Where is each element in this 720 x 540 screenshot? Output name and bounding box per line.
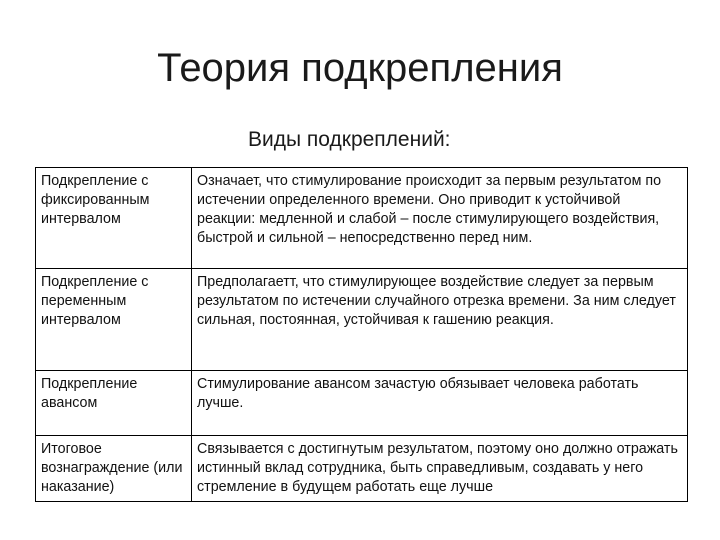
term-cell: Подкрепление с переменным интервалом (36, 269, 192, 371)
slide-title: Теория подкрепления (157, 46, 563, 90)
slide-subtitle: Виды подкреплений: (248, 128, 451, 151)
description-cell: Стимулирование авансом зачастую обязывает человека работать лучше. (192, 371, 688, 436)
description-cell: Связывается с достигнутым результатом, поэтому оно должно отражать истинный вклад сотрудника, быть справедливым, создавать у него стремление в будущем работать еще лучше (192, 436, 688, 502)
table-row (36, 168, 688, 269)
description-cell: Означает, что стимулирование происходит за первым результатом по истечении определенного времени. Оно приводит к устойчивой реакции: медленной и слабой – после стимулирующего воздействия, быстрой и сильной – непосредственно перед ним. (192, 168, 688, 269)
term-cell: Подкрепление авансом (36, 371, 192, 436)
table-row (36, 371, 688, 436)
table-row (36, 269, 688, 371)
term-cell: Подкрепление с фиксированным интервалом (36, 168, 192, 269)
term-cell: Итоговое вознаграждение (или наказание) (36, 436, 192, 502)
table-row (36, 436, 688, 502)
reinforcement-types-table (35, 167, 688, 502)
description-cell: Предполагаетт, что стимулирующее воздействие следует за первым результатом по истечении случайного отрезка времени. За ним следует сильная, постоянная, устойчивая к гашению реакция. (192, 269, 688, 371)
